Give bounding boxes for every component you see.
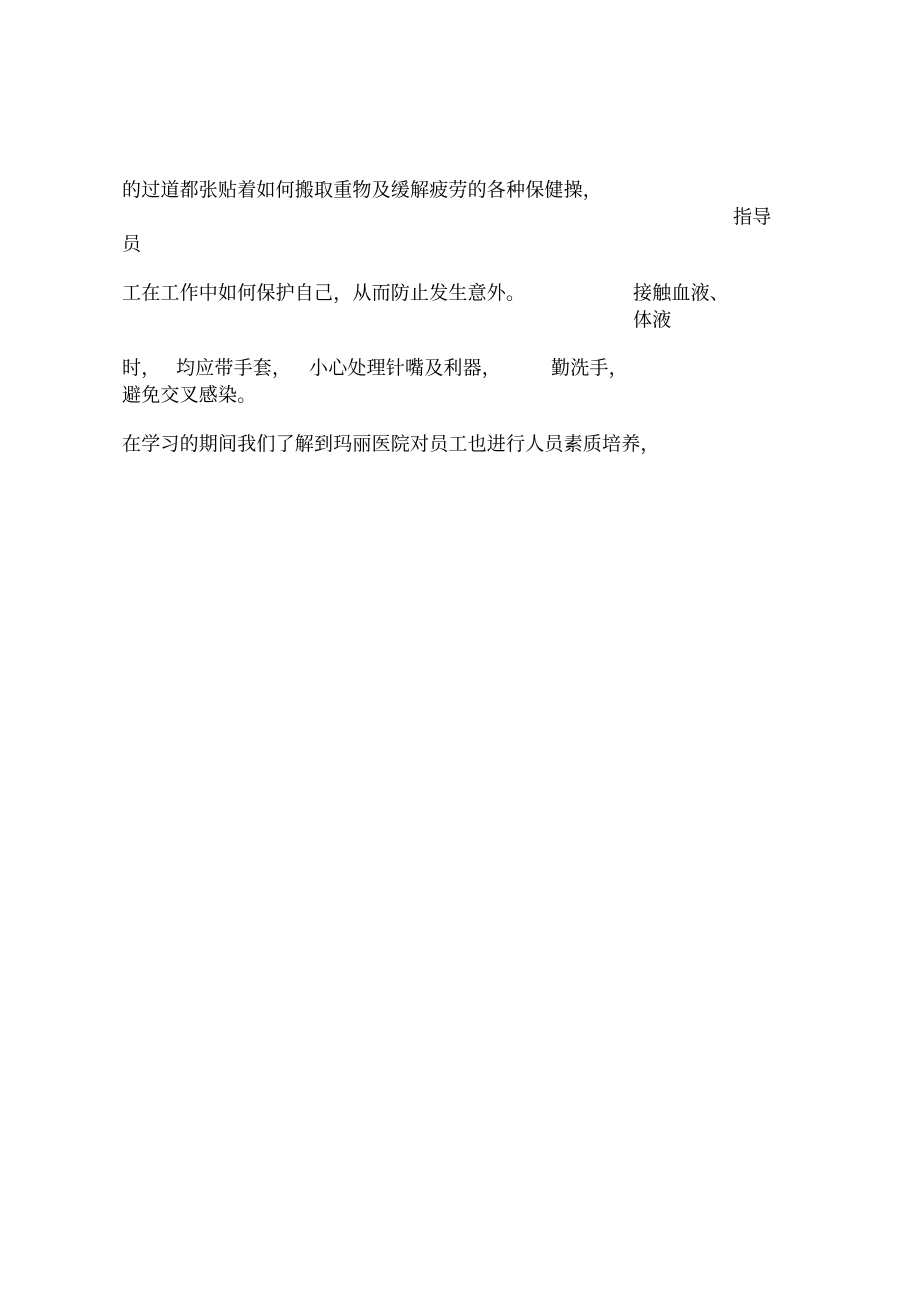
text-line-11: 避免交叉感染。 [122, 384, 257, 406]
text-line-12: 在学习的期间我们了解到玛丽医院对员工也进行人员素质培养， [122, 433, 660, 455]
text-line-4: 工在工作中如何保护自己，从而防止发生意外。 [122, 282, 526, 304]
text-line-6: 体液 [633, 309, 672, 331]
text-line-2: 指导 [733, 206, 772, 228]
text-line-10: 勤洗手， [551, 357, 628, 379]
text-line-1: 的过道都张贴着如何搬取重物及缓解疲劳的各种保健操， [122, 179, 603, 201]
text-line-3: 员 [122, 233, 142, 255]
text-line-9: 小心处理针嘴及利器， [309, 357, 502, 379]
text-line-5: 接触血液、 [633, 282, 730, 304]
text-line-7: 时， [122, 357, 161, 379]
text-line-8: 均应带手套， [176, 357, 292, 379]
